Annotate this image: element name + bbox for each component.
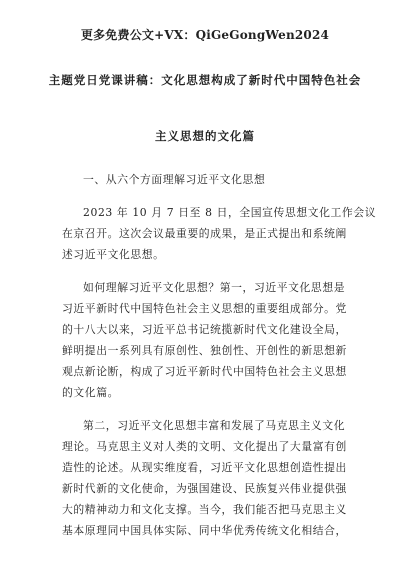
paragraph-3-line-4: 新时代新的文化使命，为强国建设、民族复兴伟业提供强 — [62, 482, 347, 495]
paragraph-3-line-6: 基本原理同中国具体实际、同中华优秀传统文化相结合， — [62, 524, 347, 537]
paragraph-2-line-3: 的十八大以来，习近平总书记统揽新时代文化建设全局， — [62, 323, 347, 336]
paragraph-2-line-2: 习近平新时代中国特色社会主义思想的重要组成部分。党 — [62, 302, 347, 315]
document-title-line-2: 主义思想的文化篇 — [155, 129, 255, 143]
watermark-text: 更多免费公文+VX：QiGeGongWen2024 — [80, 28, 330, 42]
section-heading-1: 一、从六个方面理解习近平文化思想 — [83, 173, 266, 186]
document-title-line-1: 主题党日党课讲稿：文化思想构成了新时代中国特色社会 — [48, 73, 362, 87]
paragraph-1-line-1: 2023 年 10 月 7 日至 8 日，全国宣传思想文化工作会议 — [83, 206, 377, 219]
paragraph-2-line-5: 观点新论断，构成了习近平新时代中国特色社会主义思想 — [62, 365, 347, 378]
paragraph-3-line-1: 第二，习近平文化思想丰富和发展了马克思主义文化 — [83, 419, 346, 432]
paragraph-2-line-6: 的文化篇。 — [62, 386, 119, 399]
paragraph-3-line-2: 理论。马克思主义对人类的文明、文化提出了大量富有创 — [62, 440, 347, 453]
paragraph-3-line-3: 造性的论述。从现实维度看，习近平文化思想创造性提出 — [62, 461, 347, 474]
paragraph-2-line-1: 如何理解习近平文化思想？第一，习近平文化思想是 — [83, 281, 346, 294]
paragraph-2-line-4: 鲜明提出一系列具有原创性、独创性、开创性的新思想新 — [62, 344, 347, 357]
paragraph-1-line-3: 述习近平文化思想。 — [62, 248, 165, 261]
paragraph-3-line-5: 大的精神动力和文化支撑。当今，我们能否把马克思主义 — [62, 503, 347, 516]
paragraph-1-line-2: 在京召开。这次会议最重要的成果，是正式提出和系统阐 — [62, 227, 347, 240]
document-body — [62, 169, 377, 541]
